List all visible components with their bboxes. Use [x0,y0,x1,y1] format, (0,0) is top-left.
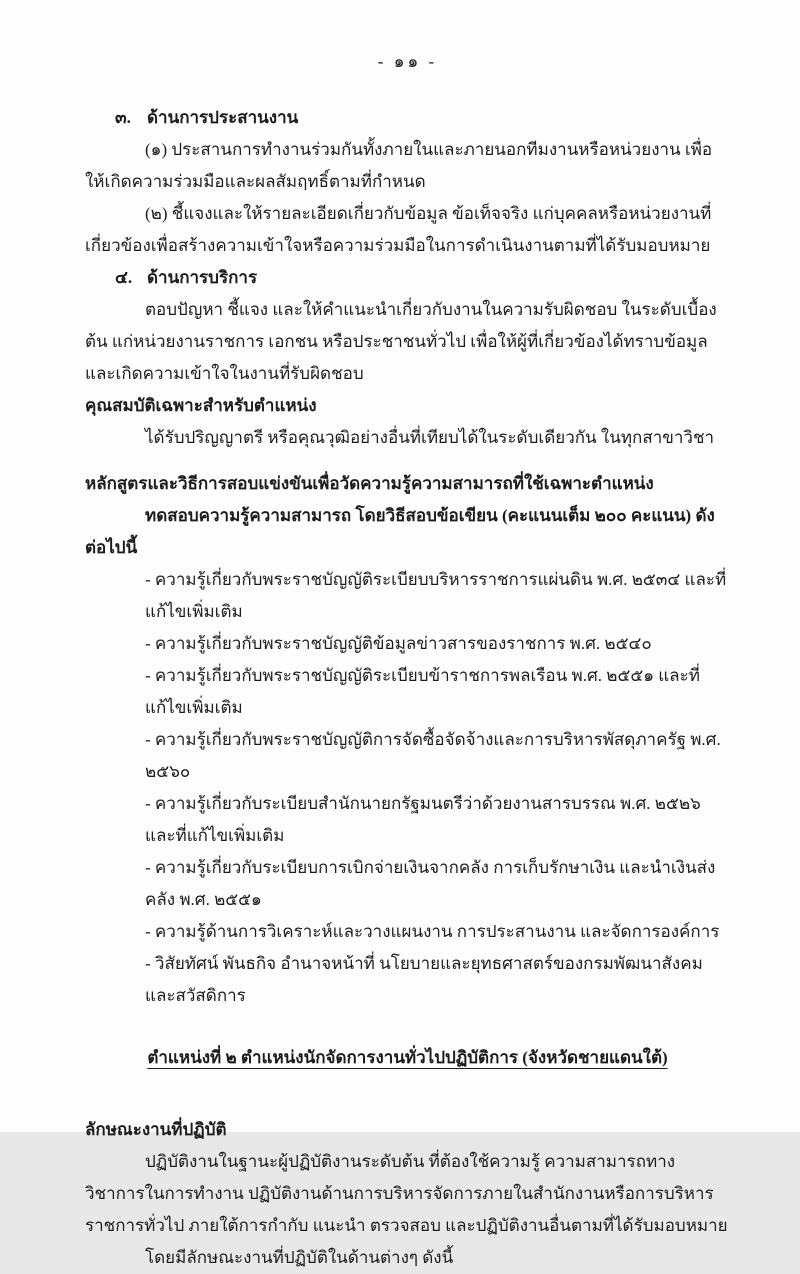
curriculum-topic: - ความรู้เกี่ยวกับพระราชบัญญัติระเบียบข้าราชการพลเรือน พ.ศ. ๒๕๕๑ และที่แก้ไขเพิ่มเติม [145,666,700,717]
section-number: ๔. [115,268,133,287]
section-coordination-heading [115,102,730,134]
section-title: ด้านการบริการ [147,268,258,287]
curriculum-topic: - วิสัยทัศน์ พันธกิจ อำนาจหน้าที่ นโยบายและยุทธศาสตร์ของกรมพัฒนาสังคมและสวัสดิการ [145,954,703,1005]
coordination-item-2: (๒) ชี้แจงและให้รายละเอียดเกี่ยวกับข้อมูล ข้อเท็จจริง แก่บุคคลหรือหน่วยงานที่เกี่ยวข้องเพื่อสร้างความเข้าใจหรือความร่วมมือในการดำเนินงานตามที่ได้รับมอบหมาย [85,204,712,255]
service-paragraph: ตอบปัญหา ชี้แจง และให้คำแนะนำเกี่ยวกับงานในความรับผิดชอบ ในระดับเบื้องต้น แก่หน่วยงานราชการ เอกชน หรือประชาชนทั่วไป เพื่อให้ผู้ที่เกี่ยวข้องได้ทราบข้อมูลและเกิดความเข้าใจในงานที่รับผิดชอบ [85,300,717,383]
duties-paragraph-1: ปฏิบัติงานในฐานะผู้ปฏิบัติงานระดับต้น ที่ต้องใช้ความรู้ ความสามารถทางวิชาการในการทำงาน ปฏิบัติงานด้านการบริหารจัดการภายในสำนักงานหรือการบริหารราชการทั่วไป ภายใต้การกำกับ แนะนำ ตรวจสอบ และปฏิบัติงานอื่นตามที่ได้รับมอบหมาย [85,1152,728,1235]
position-2-title-text: ตำแหน่งที่ ๒ ตำแหน่งนักจัดการงานทั่วไปปฏิบัติการ (จังหวัดชายแดนใต้) [147,1048,668,1067]
section-service-heading [115,262,730,294]
curriculum-topic: - ความรู้ด้านการวิเคราะห์และวางแผนงาน การประสานงาน และจัดการองค์การ [145,922,720,941]
curriculum-topic: - ความรู้เกี่ยวกับพระราชบัญญัติข้อมูลข่าวสารของราชการ พ.ศ. ๒๕๔๐ [145,634,652,653]
section-number: ๓. [115,108,131,127]
section-coordination [85,102,730,262]
curriculum-topic: - ความรู้เกี่ยวกับพระราชบัญญัติระเบียบบริหารราชการแผ่นดิน พ.ศ. ๒๕๓๔ และที่แก้ไขเพิ่มเติม [145,570,727,621]
curriculum-heading: หลักสูตรและวิธีการสอบแข่งขันเพื่อวัดความรู้ความสามารถที่ใช้เฉพาะตำแหน่ง [85,474,654,493]
position-2-title [85,1042,730,1074]
curriculum-topic: - ความรู้เกี่ยวกับพระราชบัญญัติการจัดซื้อจัดจ้างและการบริหารพัสดุภาครัฐ พ.ศ. ๒๕๖๐ [145,730,721,781]
section-curriculum [85,468,730,1012]
curriculum-topic: - ความรู้เกี่ยวกับระเบียบการเบิกจ่ายเงินจากคลัง การเก็บรักษาเงิน และนำเงินส่งคลัง พ.ศ. ๒๕๕๑ [145,858,716,909]
section-title: ด้านการประสานงาน [147,108,299,127]
section-qualifications [85,390,730,454]
section-job-description [85,1114,730,1274]
duties-paragraph-2: โดยมีลักษณะงานที่ปฏิบัติในด้านต่างๆ ดังนี้ [145,1248,454,1267]
curriculum-intro: ทดสอบความรู้ความสามารถ โดยวิธีสอบข้อเขียน (คะแนนเต็ม ๒๐๐ คะแนน) ดังต่อไปนี้ [85,506,715,557]
page-number: - ๑๑ - [377,52,438,71]
coordination-item-1: (๑) ประสานการทำงานร่วมกันทั้งภายในและภายนอกทีมงานหรือหน่วยงาน เพื่อให้เกิดความร่วมมือและผลสัมฤทธิ์ตามที่กำหนด [85,140,713,191]
curriculum-topic-list [85,564,730,1012]
curriculum-topic: - ความรู้เกี่ยวกับระเบียบสำนักนายกรัฐมนตรีว่าด้วยงานสารบรรณ พ.ศ. ๒๕๒๖ และที่แก้ไขเพิ่มเติม [145,794,701,845]
duties-heading: ลักษณะงานที่ปฏิบัติ [85,1120,227,1139]
section-service [85,262,730,390]
qualifications-heading: คุณสมบัติเฉพาะสำหรับตำแหน่ง [85,396,317,415]
qualifications-text: ได้รับปริญญาตรี หรือคุณวุฒิอย่างอื่นที่เทียบได้ในระดับเดียวกัน ในทุกสาขาวิชา [145,428,715,447]
